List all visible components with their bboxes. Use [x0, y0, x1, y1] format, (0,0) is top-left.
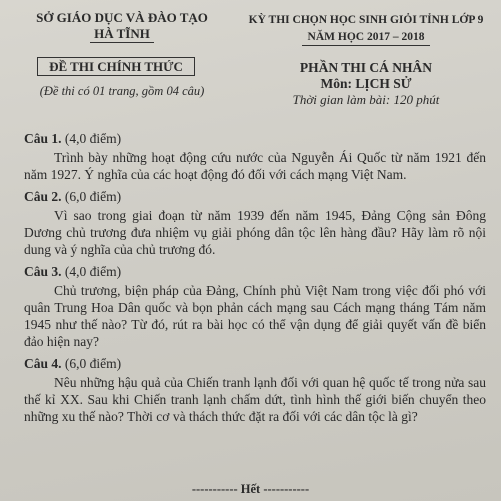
- province-name: HÀ TĨNH: [90, 26, 154, 43]
- question-4-title: [24, 355, 486, 372]
- school-year: NĂM HỌC 2017 – 2018: [302, 31, 431, 46]
- question-label: Câu 1.: [24, 131, 62, 146]
- department-name: SỞ GIÁO DỤC VÀ ĐÀO TẠO: [36, 10, 208, 25]
- end-mark: ----------- Hết -----------: [191, 482, 310, 496]
- question-points: (6,0 điểm): [64, 189, 122, 204]
- question-4-text: Nêu những hậu quả của Chiến tranh lạnh đối với quan hệ quốc tế trong nửa sau thế kỉ XX. Sau khi Chiến tranh lạnh chấm dứt, tình hình thế giới biến chuyển theo những xu thế nào? Thời cơ và thách thức đặt ra đối với các dân tộc là gì?: [24, 375, 486, 424]
- question-points: (4,0 điểm): [64, 131, 122, 146]
- official-exam-box: ĐỀ THI CHÍNH THỨC: [37, 57, 195, 76]
- pages-note: (Đề thi có 01 trang, gồm 04 câu): [39, 84, 205, 98]
- exam-name: KỲ THI CHỌN HỌC SINH GIỎI TỈNH LỚP 9: [248, 14, 484, 26]
- question-2-title: [24, 188, 486, 205]
- question-points: (4,0 điểm): [64, 264, 122, 279]
- questions-section: [24, 130, 486, 430]
- question-points: (6,0 điểm): [64, 356, 122, 371]
- question-3-title: [24, 263, 486, 280]
- exam-part: PHẦN THI CÁ NHÂN: [299, 60, 433, 75]
- question-2-text: Vì sao trong giai đoạn từ năm 1939 đến năm 1945, Đảng Cộng sản Đông Dương chủ trương đưa nhiệm vụ giải phóng dân tộc lên hàng đầu? Hãy làm rõ nội dung và ý nghĩa của chủ trương đó.: [24, 208, 486, 257]
- question-1-title: [24, 130, 486, 147]
- question-1-text: Trình bày những hoạt động cứu nước của Nguyễn Ái Quốc từ năm 1921 đến năm 1927. Ý nghĩa của các hoạt động đó đối với cách mạng Việt Nam.: [24, 150, 486, 182]
- exam-time: Thời gian làm bài: 120 phút: [292, 92, 440, 107]
- header-right: [235, 14, 497, 107]
- question-label: Câu 2.: [24, 189, 62, 204]
- question-label: Câu 4.: [24, 356, 62, 371]
- question-label: Câu 3.: [24, 264, 62, 279]
- header-left: [22, 10, 222, 43]
- exam-subject: Môn: LỊCH SỬ: [320, 76, 412, 91]
- question-3-text: Chủ trương, biện pháp của Đảng, Chính phủ Việt Nam trong việc đối phó với quân Trung Hoa Dân quốc và bọn phản cách mạng sau Cách mạng tháng Tám năm 1945 như thế nào? Từ đó, rút ra bài học có thể vận dụng để giải quyết vấn đề biển đảo hiện nay?: [24, 283, 486, 349]
